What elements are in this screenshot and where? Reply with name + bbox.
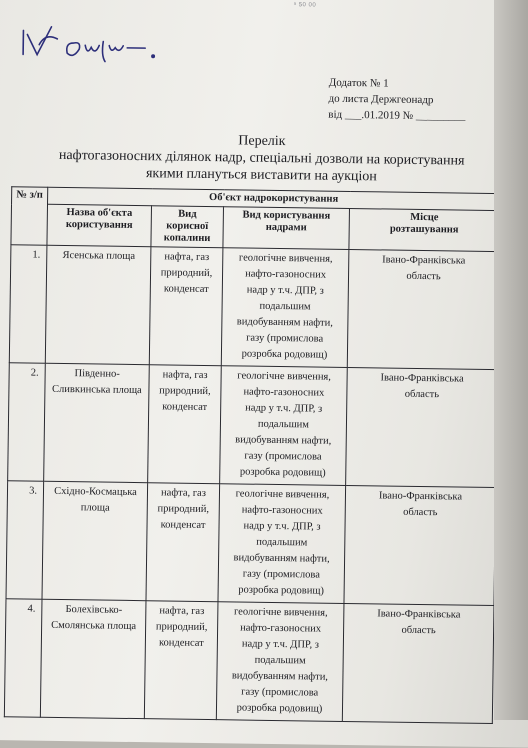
usage-type: геологічне вивчення, нафто-газоносних надр у т.ч. ДПР, з подальшим видобуванням нафти, газу (промислова розробка родовищ) [216, 602, 344, 722]
table-row [4, 599, 494, 724]
addendum-header [328, 75, 466, 125]
page-title: Перелік [238, 133, 286, 150]
table-row [9, 245, 499, 370]
object-name: Східно-Космацька площа [42, 481, 148, 600]
handwritten-note [15, 24, 166, 66]
page-edge-shadow [494, 0, 528, 720]
object-name: Болехівсько- Смолянська площа [40, 599, 146, 718]
registration-stamp: ᵃ 50 00 [293, 2, 317, 9]
column-header-usage: Вид користування надрами [223, 207, 350, 250]
usage-type: геологічне вивчення, нафто-газоносних надр у т.ч. ДПР, з подальшим видобуванням нафти, газу (промислова розробка родовищ) [221, 248, 349, 368]
column-header-num: № з/п [11, 187, 48, 245]
mineral-type: нафта, газ природний, конденсат [149, 247, 223, 366]
usage-type: геологічне вивчення, нафто-газоносних надр у т.ч. ДПР, з подальшим видобуванням нафти, газу (промислова розробка родовищ) [218, 484, 346, 604]
column-header-mineral: Вид корисної копалини [151, 206, 224, 248]
table-row [6, 481, 496, 606]
usage-type: геологічне вивчення, нафто-газоносних надр у т.ч. ДПР, з подальшим видобуванням нафти, газу (промислова розробка родовищ) [220, 366, 348, 486]
row-number: 3. [6, 481, 44, 599]
location: Івано-Франківська область [342, 603, 494, 723]
row-number: 4. [4, 599, 42, 717]
addendum-letter-ref: до листа Держгеонадр [328, 92, 434, 107]
row-number: 2. [8, 363, 46, 481]
group-header: Об'єкт надрокористування [48, 187, 500, 210]
location: Івано-Франківська область [347, 249, 499, 369]
column-header-location: Місце розташування [349, 208, 500, 251]
mineral-type: нафта, газ природний, конденсат [148, 365, 222, 484]
addendum-date: від ___.01.2019 № _________ [328, 108, 466, 123]
column-header-name: Назва об'єкта користування [47, 204, 152, 246]
object-name: Ясенська площа [45, 245, 151, 364]
table-row [8, 363, 498, 488]
licence-areas-table [4, 186, 500, 724]
page-subtitle-line2: якими плануться виставити на аукціон [145, 166, 377, 185]
object-name: Південно- Сливкинська площа [44, 363, 150, 482]
location: Івано-Франківська область [346, 367, 498, 487]
addendum-number: Додаток № 1 [328, 76, 389, 90]
mineral-type: нафта, газ природний, конденсат [146, 483, 220, 602]
page-subtitle-line1: нафтогазоносних ділянок надр, спеціальні дозволи на користування [58, 147, 465, 169]
location: Івано-Франківська область [344, 485, 496, 605]
mineral-type: нафта, газ природний, конденсат [144, 601, 218, 720]
row-number: 1. [9, 245, 47, 363]
